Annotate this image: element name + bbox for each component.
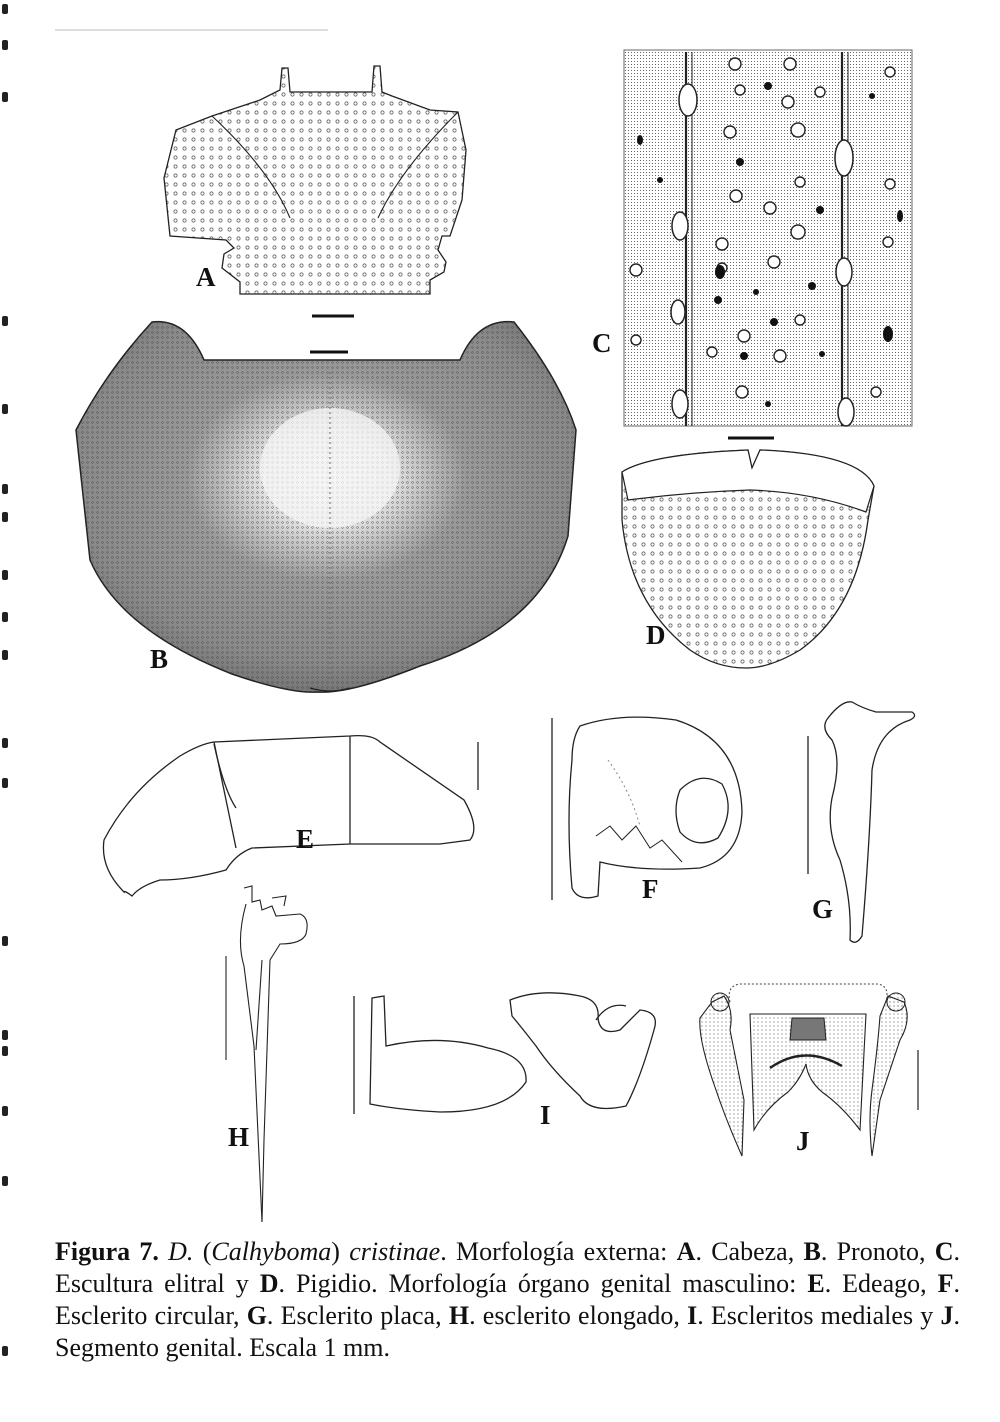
panel-label-j: J <box>796 1126 810 1156</box>
caption-key-a: A <box>676 1237 696 1266</box>
panel-j-genital-segment <box>700 984 918 1156</box>
caption-text-j: . Segmento genital. Escala 1 mm. <box>55 1301 960 1362</box>
caption-species: cristinae <box>349 1237 441 1266</box>
panel-label-e: E <box>296 824 315 854</box>
panel-label-h: H <box>228 1122 250 1152</box>
caption-paren-close: ) <box>331 1237 350 1266</box>
caption-genus: D. <box>168 1237 194 1266</box>
caption-figure-label: Figura 7. <box>55 1237 159 1266</box>
caption-key-d: D <box>259 1269 279 1298</box>
panel-e-aedeagus <box>103 736 478 896</box>
caption-key-i: I <box>687 1301 698 1330</box>
caption-text-f: . Esclerito circular, <box>55 1269 960 1330</box>
figure-caption <box>55 1236 960 1364</box>
caption-text-d: . Pigidio. Morfología órgano genital masculino: <box>278 1269 808 1298</box>
panel-label-g: G <box>812 894 834 924</box>
caption-text-c: . Escultura elitral y <box>55 1237 960 1298</box>
panel-i-medial-sclerites <box>354 993 655 1130</box>
caption-text-e: . Edeago, <box>824 1269 938 1298</box>
panel-label-f: F <box>642 874 659 904</box>
caption-key-g: G <box>246 1301 267 1330</box>
panel-b-pronotum <box>76 322 576 693</box>
panel-d-pygidium <box>622 450 874 668</box>
caption-subgenus: Calhyboma <box>211 1237 332 1266</box>
caption-text-i: . Escleritos mediales y <box>697 1301 941 1330</box>
caption-text-g: . Esclerito placa, <box>266 1301 449 1330</box>
caption-text-h: . esclerito elongado, <box>469 1301 688 1330</box>
caption-key-b: B <box>803 1237 821 1266</box>
panel-label-c: C <box>592 328 612 358</box>
panel-label-a: A <box>196 262 216 292</box>
caption-key-f: F <box>937 1269 954 1298</box>
panel-f-circular-sclerite <box>552 717 742 904</box>
caption-text-b: . Pronoto, <box>820 1237 935 1266</box>
panel-g-plate-sclerite <box>808 702 915 942</box>
caption-key-h: H <box>448 1301 470 1330</box>
caption-key-j: J <box>940 1301 954 1330</box>
caption-text-a: . Cabeza, <box>695 1237 804 1266</box>
caption-text-1: . Morfología externa: <box>440 1237 677 1266</box>
panel-c-elytral-sculpture <box>592 50 912 426</box>
panel-label-i: I <box>540 1100 551 1130</box>
caption-key-c: C <box>934 1237 954 1266</box>
caption-paren-open: ( <box>193 1237 212 1266</box>
caption-key-e: E <box>807 1269 825 1298</box>
panel-label-d: D <box>646 620 666 650</box>
panel-h-elongated-sclerite <box>226 886 307 1222</box>
panel-label-b: B <box>150 644 169 674</box>
panel-a-head <box>164 66 466 294</box>
